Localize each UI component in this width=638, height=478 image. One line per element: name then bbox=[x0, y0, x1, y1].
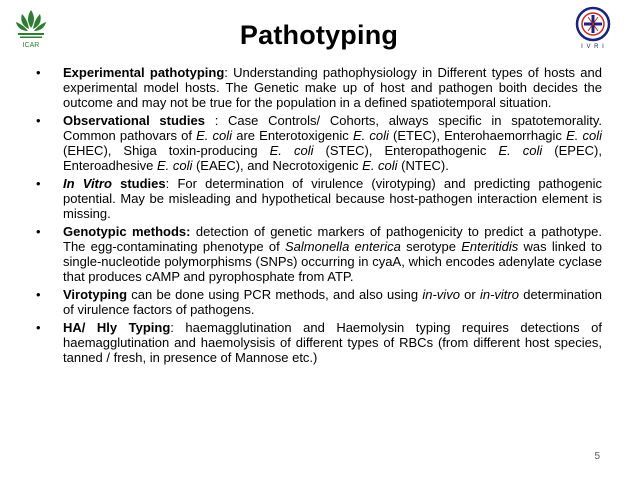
bullet-glyph: • bbox=[36, 320, 41, 335]
bullet-text-run: (STEC), Enteropathogenic bbox=[313, 143, 499, 158]
bullet-text-run: : For determination of virulence (virotyping) and predicting pathogenic potential. May be misleading and hypothetical because host-pathogen interaction element is missing. bbox=[63, 176, 603, 221]
bullet-text-run: E. coli bbox=[156, 158, 193, 173]
bullet-text-run: E. coli bbox=[269, 143, 314, 158]
bullet-text-run: in-vivo bbox=[422, 287, 460, 302]
bullet-text-run: : Understanding pathophysiology in Different types of hosts and experimental model hosts. The Genetic make up of host and pathogen boith decides the outcome and may not be true for the population in a defined spatiotemporal situation. bbox=[63, 65, 602, 110]
bullet-text-run: Experimental pathotyping bbox=[63, 65, 225, 80]
bullet-text-run: E. coli bbox=[566, 128, 603, 143]
icar-logo-text: ICAR bbox=[22, 42, 40, 49]
bullet-text-run: (EPEC), Enteroadhesive bbox=[63, 143, 602, 173]
bullet-glyph: • bbox=[36, 113, 41, 128]
bullet-item bbox=[36, 320, 602, 365]
bullet-item bbox=[36, 113, 602, 173]
bullet-text-run: : Case Controls/ Cohorts, always specific in spatotemorality. Common pathovars of bbox=[63, 113, 602, 143]
bullet-text-run: studies bbox=[111, 176, 166, 191]
bullet-item bbox=[36, 287, 602, 317]
bullet-item bbox=[36, 65, 602, 110]
bullet-text-run: (NTEC). bbox=[397, 158, 449, 173]
bullet-text-run: (EHEC), Shiga toxin-producing bbox=[63, 143, 270, 158]
bullet-text-run: E. coli bbox=[196, 128, 233, 143]
bullet-text-run: determination of virulence factors of pathogens. bbox=[63, 287, 602, 317]
bullet-text-run: (ETEC), Enterohaemorrhagic bbox=[388, 128, 567, 143]
bullet-text-run: Observational studies bbox=[63, 113, 205, 128]
bullet-text-run: : haemagglutination and Haemolysin typing requires detections of haemagglutination and haemolysisis of different types of RBCs (from different host species, tanned / fresh, in presence of Mannose etc.) bbox=[63, 320, 602, 365]
bullet-list bbox=[36, 65, 602, 368]
bullet-text-run: Virotyping bbox=[63, 287, 128, 302]
bullet-text-run: serotype bbox=[400, 239, 462, 254]
bullet-text-run: Genotypic methods: bbox=[63, 224, 191, 239]
bullet-text-run: E. coli bbox=[352, 128, 389, 143]
ivri-logo-text: I V R I bbox=[581, 44, 605, 50]
bullet-text-run: in-vitro bbox=[479, 287, 519, 302]
bullet-text-run: (EAEC), and Necrotoxigenic bbox=[192, 158, 363, 173]
bullet-text-run: E. coli bbox=[498, 143, 543, 158]
bullet-text-run: or bbox=[459, 287, 480, 302]
bullet-glyph: • bbox=[36, 65, 41, 80]
bullet-text-run: In Vitro bbox=[63, 176, 112, 191]
bullet-text-run: are Enterotoxigenic bbox=[232, 128, 353, 143]
bullet-glyph: • bbox=[36, 287, 41, 302]
bullet-item bbox=[36, 224, 602, 284]
bullet-text-run: detection of genetic markers of pathogenicity to predict a pathotype. The egg-contaminating phenotype of bbox=[63, 224, 602, 254]
bullet-text-run: was linked to single-nucleotide polymorphisms (SNPs) occurring in cyaA, which encodes adenylate cyclase that produces cAMP and pyrophosphate from ATP. bbox=[63, 239, 602, 284]
bullet-text-run: Enteritidis bbox=[461, 239, 519, 254]
bullet-text-run: HA/ Hly Typing bbox=[63, 320, 171, 335]
bullet-glyph: • bbox=[36, 176, 41, 191]
bullet-text-run: can be done using PCR methods, and also using bbox=[127, 287, 423, 302]
bullet-item bbox=[36, 176, 602, 221]
slide-title: Pathotyping bbox=[239, 20, 399, 50]
bullet-text-run: Salmonella enterica bbox=[284, 239, 401, 254]
page-number: 5 bbox=[594, 451, 600, 462]
bullet-text-run: E. coli bbox=[362, 158, 398, 173]
bullet-glyph: • bbox=[36, 224, 41, 239]
